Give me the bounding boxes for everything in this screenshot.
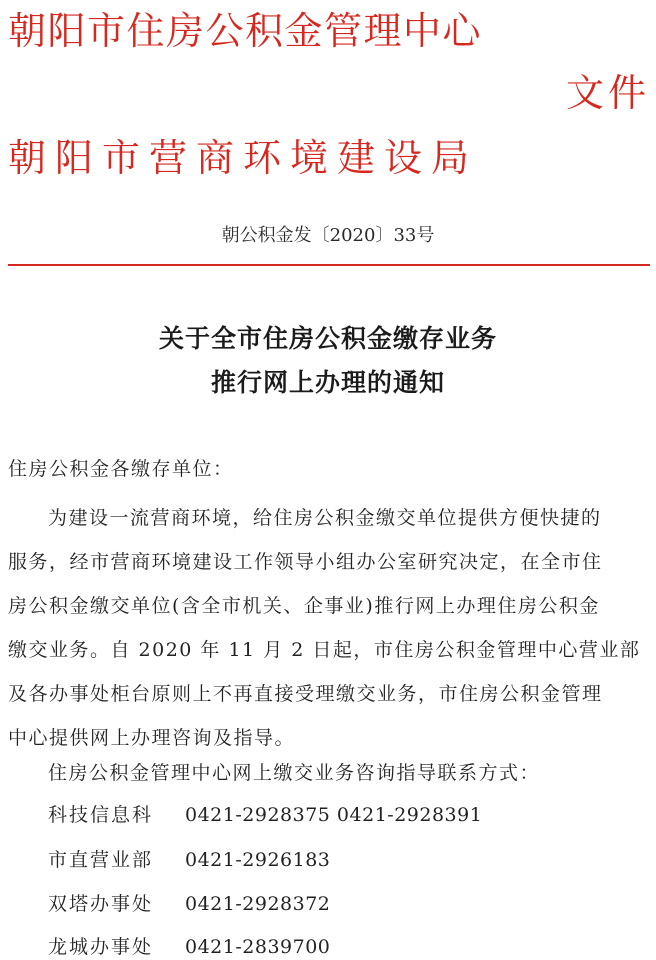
contact-dept: 龙城办事处 bbox=[48, 936, 154, 958]
notice-title-line-1: 关于全市住房公积金缴存业务 bbox=[158, 324, 497, 353]
document-label: 文件 bbox=[566, 71, 651, 115]
red-divider-line bbox=[8, 264, 650, 266]
contact-phones: 0421-2928375 0421-2928391 bbox=[185, 804, 483, 826]
contact-row-city-business bbox=[48, 847, 330, 873]
contact-row-longcheng bbox=[48, 934, 330, 960]
contact-phones: 0421-2839700 bbox=[185, 936, 331, 958]
contact-row-tech-info bbox=[48, 802, 482, 828]
contact-phones: 0421-2926183 bbox=[185, 849, 331, 871]
issuer-name-housing-fund-center: 朝阳市住房公积金管理中心 bbox=[8, 9, 483, 53]
paragraph-line: 房公积金缴交单位(含全市机关、企事业)推行网上办理住房公积金 bbox=[8, 595, 600, 617]
paragraph-line: 中心提供网上办理咨询及指导。 bbox=[8, 727, 296, 749]
paragraph-line: 缴交业务。自 2020 年 11 月 2 日起，市住房公积金管理中心营业部 bbox=[8, 639, 641, 661]
contact-dept: 双塔办事处 bbox=[48, 893, 154, 915]
paragraph-line: 为建设一流营商环境，给住房公积金缴交单位提供方便快捷的 bbox=[48, 507, 602, 529]
document-number: 朝公积金发〔2020〕33号 bbox=[221, 225, 435, 246]
contact-phones: 0421-2928372 bbox=[185, 893, 331, 915]
paragraph-line: 服务，经市营商环境建设工作领导小组办公室研究决定，在全市住 bbox=[8, 551, 603, 573]
paragraph-line: 及各办事处柜台原则上不再直接受理缴交业务，市住房公积金管理 bbox=[8, 683, 603, 705]
issuer-name-business-environment-bureau: 朝阳市营商环境建设局 bbox=[8, 136, 479, 180]
notice-title-line-2: 推行网上办理的通知 bbox=[210, 368, 445, 397]
contact-dept: 科技信息科 bbox=[48, 804, 154, 826]
contact-intro: 住房公积金管理中心网上缴交业务咨询指导联系方式： bbox=[48, 762, 541, 784]
body-paragraph bbox=[8, 496, 652, 760]
contact-dept: 市直营业部 bbox=[48, 849, 154, 871]
salutation: 住房公积金各缴存单位： bbox=[8, 458, 234, 480]
contact-row-shuangta bbox=[48, 891, 330, 917]
